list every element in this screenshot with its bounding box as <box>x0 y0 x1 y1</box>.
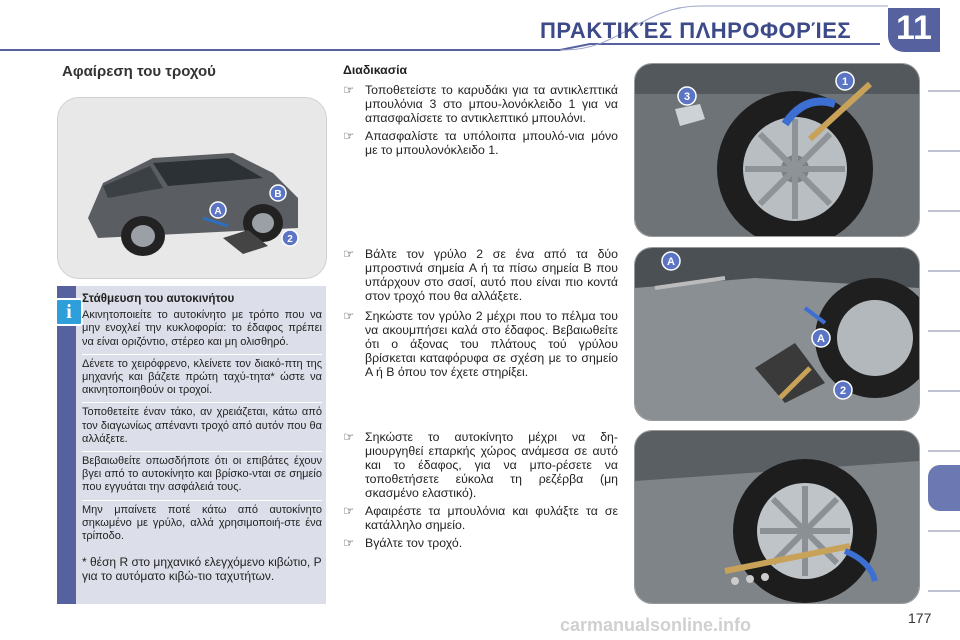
section-title: Αφαίρεση του τροχού <box>62 63 216 80</box>
chapter-number: 11 <box>896 9 932 47</box>
car-drawing <box>58 98 326 278</box>
chapter-title: ΠΡΑΚΤΙΚΈΣ ΠΛΗΡΟΦΟΡΊΕΣ <box>540 18 852 43</box>
procedure-step: ☞ Σηκώστε τον γρύλο 2 μέχρι που το πέλμα του να ακουμπήσει καλά στο έδαφος. Βεβαιωθείτε ότι ο άξονας του πλάτους τού γρύλου βρίσκεται καταφόρυφα σε σχέση με το σημείο A ή B όπου τον έχετε στηρίξει. <box>343 309 618 379</box>
procedure-step: ☞ Αφαιρέστε τα μπουλόνια και φυλάξτε τα σε κατάλληλο σημείο. <box>343 504 618 532</box>
svg-text:3: 3 <box>683 91 691 103</box>
procedure-step: ☞ Σηκώστε το αυτοκίνητο μέχρι να δη-μιουργηθεί επαρκής χώρος ανάμεσα σε αυτό και το έδαφος, για να μπο-ρέσετε να τοποθετήσετε εύκολα τη ρεζέρβα (μη σκασμένο ελαστικό). <box>343 430 618 500</box>
procedure-group-2 <box>343 247 618 383</box>
pointer-icon: ☞ <box>343 129 355 143</box>
photo-jack <box>634 247 920 421</box>
pointer-icon: ☞ <box>343 247 355 261</box>
pointer-icon: ☞ <box>343 309 355 323</box>
procedure-group-1 <box>343 63 618 157</box>
svg-text:2: 2 <box>287 234 293 245</box>
chapter-tabs <box>928 60 960 620</box>
info-title: Στάθμευση του αυτοκινήτου <box>82 292 235 305</box>
photo-remove-wheel <box>634 430 920 604</box>
info-icon: i <box>55 298 83 326</box>
info-paragraph: Μην μπαίνετε ποτέ κάτω από αυτοκίνητο σηκωμένο με γρύλο, αλλά χρησιμοποιή-στε ένα τρίποδο. <box>82 500 322 544</box>
pointer-icon: ☞ <box>343 430 355 444</box>
svg-text:A: A <box>667 256 675 268</box>
car-illustration <box>57 97 327 279</box>
procedure-step: ☞ Απασφαλίστε τα υπόλοιπα μπουλό-νια μόνο με το μπουλονόκλειδο 1. <box>343 129 618 157</box>
info-paragraph: Δένετε το χειρόφρενο, κλείνετε τον διακό-πτη της μηχανής και βάζετε πρώτη ταχύ-τητα* ώστε να ακινητοποιηθούν οι τροχοί. <box>82 354 322 398</box>
svg-text:2: 2 <box>839 385 847 397</box>
photo-wheel-bolts <box>634 63 920 237</box>
info-paragraph: Ακινητοποιείτε το αυτοκίνητο με τρόπο που να μην ενοχλεί την κυκλοφορία: το έδαφος πρέπει να είναι οριζόντιο, στέρεο και μη ολισθηρό. <box>82 309 322 348</box>
svg-text:A: A <box>214 206 222 217</box>
procedure-group-3 <box>343 430 618 554</box>
info-stripe <box>57 286 76 604</box>
procedure-step: ☞ Βγάλτε τον τροχό. <box>343 536 463 550</box>
footnote: * θέση R στο μηχανικό ελεγχόμενο κιβώτιο, P για το αυτόματο κιβώ-τιο ταχυτήτων. <box>82 555 322 583</box>
watermark: carmanualsonline.info <box>560 615 752 635</box>
pointer-icon: ☞ <box>343 504 355 518</box>
pointer-icon: ☞ <box>343 536 355 550</box>
svg-text:B: B <box>274 189 282 200</box>
info-paragraph: Τοποθετείτε έναν τάκο, αν χρειάζεται, κάτω από τον διαγωνίως απέναντι τροχό από αυτόν που θα αλλάξετε. <box>82 402 322 446</box>
procedure-step: ☞ Τοποθετείστε το καρυδάκι για τα αντικλεπτικά μπουλόνια 3 στο μπου-λονόκλειδο 1 για να απασφαλίσετε το αντικλεπτικό μπουλόνι. <box>343 83 618 125</box>
procedure-title: Διαδικασία <box>343 63 408 77</box>
procedure-step: ☞ Βάλτε τον γρύλο 2 σε ένα από τα δύο μπροστινά σημεία A ή τα πίσω σημεία B που υπάρχουν στο σασί, αυτό που είναι πιο κοντά στον τροχό που θα αλλάξετε. <box>343 247 618 303</box>
info-text <box>82 292 322 548</box>
svg-text:1: 1 <box>841 76 849 88</box>
page-number: 177 <box>908 610 932 626</box>
pointer-icon: ☞ <box>343 83 355 97</box>
active-chapter-tab[interactable] <box>928 465 960 511</box>
svg-text:A: A <box>817 333 825 345</box>
info-paragraph: Βεβαιωθείτε οπωσδήποτε ότι οι επιβάτες έχουν βγει από το αυτοκίνητο και βρίσκο-νται σε σημείο που εγγυάται την ασφάλειά τους. <box>82 451 322 495</box>
